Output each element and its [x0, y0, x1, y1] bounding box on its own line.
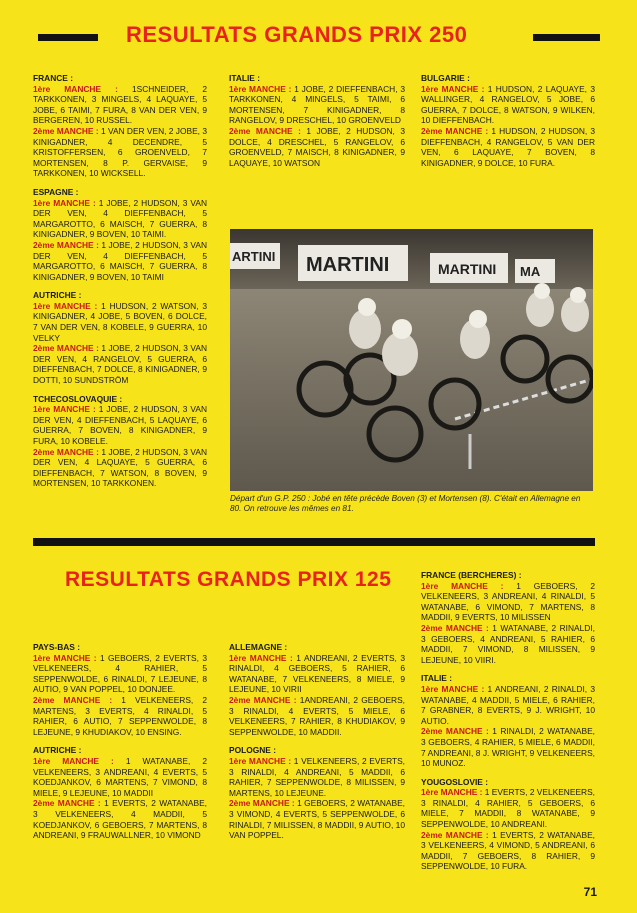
heat-label: 2ème MANCHE : — [229, 125, 301, 136]
header-bar-left — [38, 34, 98, 41]
heat-result — [229, 695, 405, 737]
heat-label: 1ère MANCHE : — [421, 83, 485, 94]
heat-result — [229, 756, 405, 798]
heat-ranking: 1 EVERTS, 2 WATANABE, 3 VELKENEERS, 4 MADDII, 5 KOEDJANKOV, 6 GEBOERS, 7 MARTENS, 8 ANDREANI, 9 FRAUWALLNER, 10 VIMOND — [33, 798, 208, 841]
heat-result — [33, 198, 207, 240]
heat-label: 2ème MANCHE : — [421, 125, 489, 136]
heat-label: 2ème MANCHE : — [421, 829, 489, 840]
heat-ranking: 1 HUDSON, 2 LAQUAYE, 3 WALLINGER, 4 RANGELOV, 5 JOBE, 6 GUERRA, 7 DOLCE, 8 WATSON, 9 WILKEN, 10 DIEFFENBACH. — [421, 83, 596, 126]
heat-label: 1ère MANCHE : — [33, 755, 114, 766]
heat-result — [33, 653, 207, 695]
heat-result — [421, 787, 595, 829]
heat-ranking: 1 HUDSON, 2 HUDSON, 3 DIEFFENBACH, 4 RANGELOV, 5 VAN DER VEN, 6 LAQUAYE, 7 BOVEN, 8 KINIGADNER, 9 DOLCE, 10 FURA. — [421, 125, 596, 168]
heat-label: 2ème MANCHE : — [229, 694, 297, 705]
heat-result — [33, 84, 207, 126]
heat-ranking: 1 JOBE, 2 DIEFFENBACH, 3 TARKKONEN, 4 MINGELS, 5 TAIMI, 6 MORTENSEN, 7 KINIGADNER, 8 RANGELOV, 9 DRESCHEL, 10 GROENVELD — [229, 83, 406, 126]
heat-ranking: 1 RINALDI, 2 WATANABE, 3 GEBOERS, 4 RAHIER, 5 MIELE, 6 MADDII, 7 ANDREANI, 8 J. WRIGHT, 9 VELKENEERS, 10 MUNOZ. — [421, 726, 596, 769]
heat-result — [421, 581, 595, 623]
heat-ranking: 1 GEBOERS, 2 VELKENEERS, 3 ANDREANI, 4 RINALDI, 5 WATANABE, 6 VIMOND, 7 MARTENS, 8 MADDII, 9 EVERTS, 10 MILISSEN — [421, 580, 596, 623]
heat-result — [33, 126, 207, 179]
heat-label: 2ème MANCHE : — [421, 726, 489, 737]
heat-result — [421, 84, 595, 126]
heat-ranking: 1 ANDREANI, 2 EVERTS, 3 RINALDI, 4 GEBOERS, 5 RAHIER, 6 WATANABE, 7 VELKENEERS, 8 MIELE, 9 LEJEUNE, 10 VIRII — [229, 652, 406, 695]
heat-ranking: 1 JOBE, 2 HUDSON, 3 VAN DER VEN, 4 LAQUAYE, 5 GUERRA, 6 DIEFFENBACH, 7 WATSON, 8 BOVEN, 9 MORTENSEN, 10 TARKKONEN. — [33, 446, 208, 489]
country-heading: AUTRICHE : — [33, 745, 82, 756]
heat-result — [33, 798, 207, 840]
photo-caption: Départ d'un G.P. 250 : Jobé en tête précède Boven (3) et Mortensen (8). C'était en Allemagne en 80. On retrouve les mêmes en 81. — [230, 494, 581, 513]
heat-label: 1ère MANCHE : — [33, 652, 97, 663]
gp125-column-1 — [33, 642, 207, 841]
heat-result — [229, 126, 405, 168]
heat-label: 2ème MANCHE : — [33, 239, 99, 250]
banner-text-right: MARTINI — [438, 261, 497, 277]
heat-result — [421, 726, 595, 768]
country-heading: ITALIE : — [421, 673, 453, 684]
banner-text-mid: MARTINI — [306, 254, 390, 276]
heat-ranking: 1 JOBE, 2 HUDSON, 3 VAN DER VEN, 4 RANGELOV, 5 GUERRA, 6 DIEFFENBACH, 7 DOLCE, 8 KINIGADNER, 9 DOTTI, 10 SUNDSTRÖM — [33, 343, 208, 386]
heat-ranking: 1 WATANABE, 2 RINALDI, 3 GEBOERS, 4 ANDREANI, 5 RAHIER, 6 MADDII, 7 VIMOND, 8 MILISSEN, 9 LEJEUNE, 10 VIIRI. — [421, 622, 596, 665]
heat-label: 2ème MANCHE : — [421, 622, 489, 633]
heat-label: 1ère MANCHE : — [229, 755, 292, 766]
heat-ranking: 1 EVERTS, 2 WATANABE, 3 VELKENEERS, 4 VIMOND, 5 ANDREANI, 6 MADDII, 7 GEBOERS, 8 RAHIER, 9 SEPPENWOLDE, 10 FURA. — [421, 829, 596, 872]
heat-result — [421, 684, 595, 726]
heat-result — [229, 798, 405, 840]
heat-ranking: 1 GEBOERS, 2 WATANABE, 3 VIMOND, 4 EVERTS, 5 SEPPENWOLDE, 6 RINALDI, 7 MILISSEN, 8 MADDII, 9 AUTIO, 10 VAN POPPEL. — [229, 798, 406, 841]
heat-ranking: 1 VELKENEERS, 2 EVERTS, 3 RINALDI, 4 ANDREANI, 5 MADDII, 6 RAHIER, 7 SEPPENWOLDE, 8 MILISSEN, 9 MARTENS, 10 LEJEUNE. — [229, 755, 405, 798]
section-divider-bar — [33, 538, 595, 546]
gp250-column-2 — [229, 73, 405, 168]
heat-result — [33, 404, 207, 446]
country-heading: ESPAGNE : — [33, 186, 79, 197]
country-heading: FRANCE (BERCHERES) : — [421, 570, 522, 580]
heat-result — [33, 240, 207, 282]
heat-label: 2ème MANCHE : — [229, 798, 295, 809]
heat-ranking: 1 VAN DER VEN, 2 JOBE, 3 KINIGADNER, 4 DECENDRE, 5 KRISTOFFERSEN, 6 GROENVELD, 7 MORTENSEN, 8 P. GERVAISE, 9 TARKKONEN, 10 WICKSELL. — [33, 125, 207, 179]
heat-result — [33, 447, 207, 489]
country-heading: ALLEMAGNE : — [229, 642, 288, 652]
heat-label: 2ème MANCHE : — [33, 798, 101, 809]
motocross-start-photo — [230, 229, 593, 491]
gp125-column-3 — [421, 570, 595, 872]
country-heading: BULGARIE : — [421, 73, 470, 83]
heat-ranking: 1 HUDSON, 2 WATSON, 3 KINIGADNER, 4 JOBE, 5 BOVEN, 6 DOLCE, 7 VAN DER VEN, 8 KOBELE, 9 GUERRA, 10 VELKY — [33, 300, 207, 343]
heat-label: 2ème MANCHE : — [33, 694, 113, 705]
country-heading: ITALIE : — [229, 73, 261, 83]
page-number: 71 — [583, 885, 597, 899]
heat-result — [229, 84, 405, 126]
heat-ranking: 1 WATANABE, 2 VELKENEERS, 3 ANDREANI, 4 EVERTS, 5 KOEDJANKOV, 6 MARTENS, 7 VIMOND, 8 MIELE, 9 LEJEUNE, 10 MADDII — [33, 755, 207, 798]
heat-ranking: 1 JOBE, 2 HUDSON, 3 VAN DER VEN, 4 DIEFFENBACH, 5 MARGAROTTO, 6 MAISCH, 7 GUERRA, 8 KINIGADNER, 9 BOVEN, 10 TAIMI. — [33, 197, 207, 240]
heat-label: 1ère MANCHE : — [33, 404, 96, 415]
heat-result — [421, 830, 595, 872]
heat-result — [229, 653, 405, 695]
heat-ranking: 1 EVERTS, 2 VELKENEERS, 3 RINALDI, 4 RAHIER, 5 GEBOERS, 6 MIELE, 7 MADDII, 8 WATANABE, 9 SEPPENWOLDE, 10 ANDREANI. — [421, 787, 595, 830]
heat-ranking: 1 JOBE, 2 HUDSON, 3 VAN DER VEN, 4 DIEFFENBACH, 5 MARGAROTTO, 6 MAISCH, 7 GUERRA, 8 KINIGADNER, 9 BOVEN, 10 TAIMI — [33, 239, 208, 282]
heat-ranking: 1SCHNEIDER, 2 TARKKONEN, 3 MINGELS, 4 LAQUAYE, 5 JOBE, 6 TAIMI, 7 FURA, 8 VAN DER VEN, 9 BERGEREN, 10 RUSSEL. — [33, 83, 207, 126]
photo-illustration — [230, 229, 593, 491]
heat-label: 1ère MANCHE : — [33, 300, 98, 311]
gp125-column-2 — [229, 642, 405, 841]
heat-label: 1ère MANCHE : — [33, 197, 96, 208]
heat-label: 1ère MANCHE : — [421, 683, 485, 694]
heat-label: 2ème MANCHE : — [33, 343, 99, 354]
heat-ranking: 1 JOBE, 2 HUDSON, 3 DOLCE, 4 DRESCHEL, 5 RANGELOV, 6 GROENVELD, 7 MAISCH, 8 KINIGADNER, 9 LAQUAYE, 10 WATSON — [229, 125, 405, 168]
country-heading: YOUGOSLOVIE : — [421, 776, 489, 787]
country-heading: POLOGNE : — [229, 745, 276, 756]
country-heading: FRANCE : — [33, 73, 74, 83]
heat-result — [33, 301, 207, 343]
heat-ranking: 1 ANDREANI, 2 RINALDI, 3 WATANABE, 4 MADDII, 5 MIELE, 6 RAHIER, 7 GRABNER, 8 EVERTS, 9 J. WRIGHT, 10 AUTIO. — [421, 683, 596, 726]
banner-text-far: MA — [520, 264, 541, 279]
heat-label: 1ère MANCHE : — [229, 652, 293, 663]
gp250-title: RESULTATS GRANDS PRIX 250 — [126, 22, 468, 47]
heat-ranking: 1ANDREANI, 2 GEBOERS, 3 RINALDI, 4 EVERTS, 5 MIELE, 6 VELKENEERS, 7 RAHIER, 8 KHUDIAKOV, 9 SEPPENWOLDE, 10 MADDII. — [229, 694, 406, 737]
heat-result — [33, 343, 207, 385]
gp250-column-1 — [33, 73, 207, 489]
heat-label: 1ère MANCHE : — [421, 787, 483, 798]
gp125-title: RESULTATS GRANDS PRIX 125 — [65, 568, 392, 591]
heat-result — [421, 623, 595, 665]
heat-label: 1ère MANCHE : — [33, 83, 118, 94]
heat-result — [33, 756, 207, 798]
banner-text-left: ARTINI — [232, 249, 276, 264]
heat-label: 2ème MANCHE : — [33, 125, 99, 136]
heat-label: 1ère MANCHE : — [229, 83, 292, 94]
heat-label: 2ème MANCHE : — [33, 446, 99, 457]
heat-result — [33, 695, 207, 737]
country-heading: AUTRICHE : — [33, 290, 82, 301]
heat-result — [421, 126, 595, 168]
heat-label: 1ère MANCHE : — [421, 580, 504, 591]
country-heading: TCHECOSLOVAQUIE : — [33, 393, 123, 404]
heat-ranking: 1 VELKENEERS, 2 MARTENS, 3 EVERTS, 4 RINALDI, 5 RAHIER, 6 AUTIO, 7 SEPPENWOLDE, 8 LEJEUNE, 9 KHUDIAKOV, 10 ENSING. — [33, 694, 208, 737]
heat-ranking: 1 GEBOERS, 2 EVERTS, 3 VELKENEERS, 4 RAHIER, 5 SEPPENWOLDE, 6 RINALDI, 7 LEJEUNE, 8 AUTIO, 9 VAN POPPEL, 10 DONJEE. — [33, 652, 207, 695]
country-heading: PAYS-BAS : — [33, 642, 81, 652]
gp250-column-3 — [421, 73, 595, 168]
heat-ranking: 1 JOBE, 2 HUDSON, 3 VAN DER VEN, 4 DIEFFENBACH, 5 LAQUAYE, 6 GUERRA, 7 BOVEN, 8 KINIGADNER, 9 FURA, 10 KOBELE. — [33, 404, 207, 446]
header-bar-right — [533, 34, 600, 41]
